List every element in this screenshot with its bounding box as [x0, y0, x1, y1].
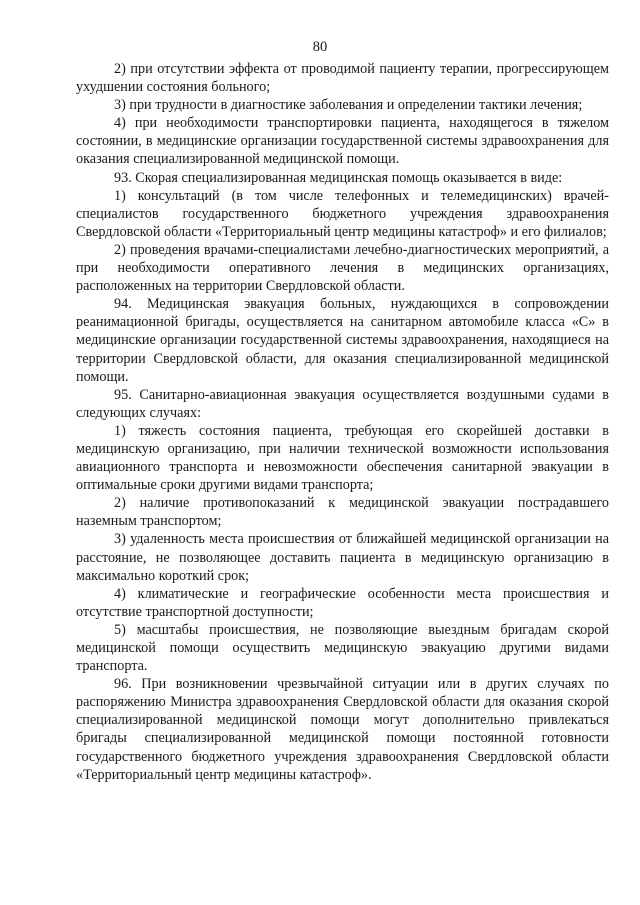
paragraph-95-item-3: 3) удаленность места происшествия от ближайшей медицинской организации на расстояние, не позволяющее доставить пациента в медицинскую организацию в максимально короткий срок; — [76, 531, 609, 584]
paragraph-item-4: 4) при необходимости транспортировки пациента, находящегося в тяжелом состоянии, в медицинские организации государственной системы здравоохранения для оказания специализированной медицинской помощи. — [76, 115, 609, 168]
paragraph-95-item-4: 4) климатические и географические особенности места происшествия и отсутствие транспортной доступности; — [76, 585, 609, 620]
document-body — [76, 60, 609, 784]
paragraph-95: 95. Санитарно-авиационная эвакуация осуществляется воздушными судами в следующих случаях: — [76, 386, 609, 421]
paragraph-95-item-5: 5) масштабы происшествия, не позволяющие выездным бригадам скорой медицинской помощи осуществить медицинскую эвакуацию другими видами транспорта. — [76, 621, 609, 675]
paragraph-item-3: 3) при трудности в диагностике заболевания и определении тактики лечения; — [114, 97, 583, 114]
paragraph-96: 96. При возникновении чрезвычайной ситуации или в других случаях по распоряжению Министра здравоохранения Свердловской области для оказания скорой специализированной медицинской помощи могут дополнительно привлекаться бригады специализированной медицинской помощи постоянной готовности государственного бюджетного учреждения здравоохранения Свердловской области «Территориальный центр медицины катастроф». — [76, 676, 609, 783]
paragraph-93: 93. Скорая специализированная медицинская помощь оказывается в виде: — [114, 169, 563, 186]
page-number: 80 — [312, 39, 328, 55]
paragraph-item-2: 2) при отсутствии эффекта от проводимой пациенту терапии, прогрессирующем ухудшении состояния больного; — [76, 61, 609, 96]
paragraph-95-item-1: 1) тяжесть состояния пациента, требующая его скорейшей доставки в медицинскую организацию, при наличии технической возможности использования авиационного транспорта и невозможности обеспечения санитарной эвакуации в оптимальные сроки другими видами транспорта; — [76, 422, 609, 494]
paragraph-95-item-2: 2) наличие противопоказаний к медицинской эвакуации пострадавшего наземным транспортом; — [76, 495, 609, 530]
paragraph-94: 94. Медицинская эвакуация больных, нуждающихся в сопровождении реанимационной бригады, осуществляется на санитарном автомобиле класса «С» в медицинские организации государственной системы здравоохранения, находящиеся на территории Свердловской области, для оказания специализированной медицинской помощи. — [76, 296, 609, 385]
paragraph-93-item-2: 2) проведения врачами-специалистами лечебно-диагностических мероприятий, а при необходимости оперативного лечения в медицинских организациях, расположенных на территории Свердловской области. — [76, 241, 609, 295]
paragraph-93-item-1: 1) консультаций (в том числе телефонных и телемедицинских) врачей-специалистов государственного бюджетного учреждения здравоохранения Свердловской области «Территориальный центр медицины катастроф» и его филиалов; — [76, 187, 609, 240]
